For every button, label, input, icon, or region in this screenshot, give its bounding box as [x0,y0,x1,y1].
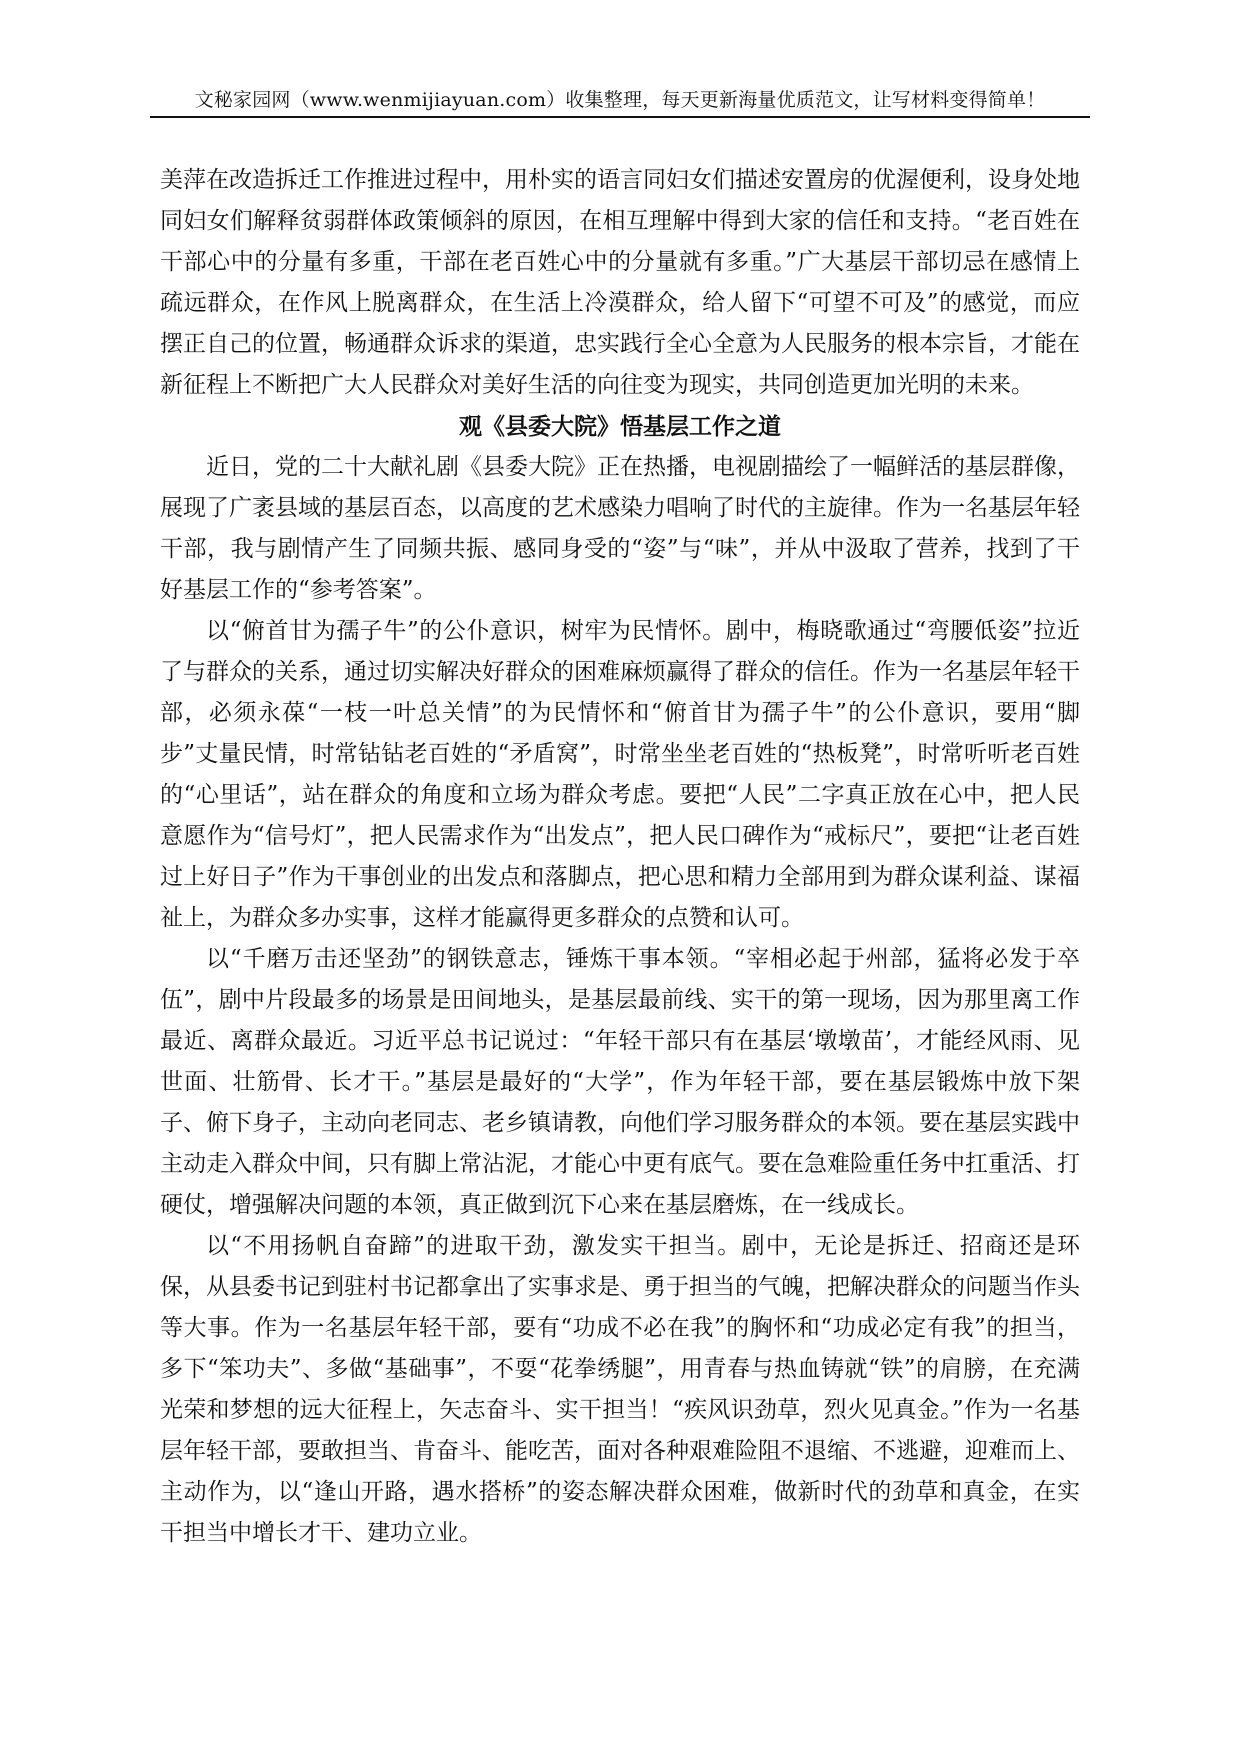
body-paragraph-1: 近日，党的二十大献礼剧《县委大院》正在热播，电视剧描绘了一幅鲜活的基层群像，展现了广袤县域的基层百态，以高度的艺术感染力唱响了时代的主旋律。作为一名基层年轻干部，我与剧情产生了同频共振、感同身受的“姿”与“味”，并从中汲取了营养，找到了干好基层工作的“参考答案”。 [160,454,1080,603]
body-paragraph-3: 以“千磨万击还坚劲”的钢铁意志，锤炼干事本领。“宰相必起于州部，猛将必发于卒伍”，剧中片段最多的场景是田间地头，是基层最前线、实干的第一现场，因为那里离工作最近、离群众最近。习近平总书记说过：“年轻干部只有在基层‘墩墩苗’，才能经风雨、见世面、壮筋骨、长才干。”基层是最好的“大学”，作为年轻干部，要在基层锻炼中放下架子、俯下身子，主动向老同志、老乡镇请教，向他们学习服务群众的本领。要在基层实践中主动走入群众中间，只有脚上常沾泥，才能心中更有底气。要在急难险重任务中扛重活、打硬仗，增强解决问题的本领，真正做到沉下心来在基层磨炼，在一线成长。 [160,946,1080,1218]
header-rule [150,116,1090,118]
page-header: 文秘家园网（www.wenmijiayuan.com）收集整理，每天更新海量优质范文，让写材料变得简单！ [194,89,1046,111]
body-paragraph-4: 以“不用扬帆自奋蹄”的进取干劲，激发实干担当。剧中，无论是拆迁、招商还是环保，从县委书记到驻村书记都拿出了实事求是、勇于担当的气魄，把解决群众的问题当作头等大事。作为一名基层年轻干部，要有“功成不必在我”的胸怀和“功成必定有我”的担当，多下“笨功夫”、多做“基础事”，不耍“花拳绣腿”，用青春与热血铸就“铁”的肩膀，在充满光荣和梦想的远大征程上，矢志奋斗、实干担当！“疾风识劲草，烈火见真金。”作为一名基层年轻干部，要敢担当、肯奋斗、能吃苦，面对各种艰难险阻不退缩、不逃避，迎难而上、主动作为，以“逢山开路，遇水搭桥”的姿态解决群众困难，做新时代的劲草和真金，在实干担当中增长才干、建功立业。 [160,1233,1080,1546]
section-heading: 观《县委大院》悟基层工作之道 [459,413,781,440]
document-body [160,160,1080,1554]
continued-paragraph: 美萍在改造拆迁工作推进过程中，用朴实的语言同妇女们描述安置房的优渥便利，设身处地同妇女们解释贫弱群体政策倾斜的原因，在相互理解中得到大家的信任和支持。“老百姓在干部心中的分量有多重，干部在老百姓心中的分量就有多重。”广大基层干部切忌在感情上疏远群众，在作风上脱离群众，在生活上冷漠群众，给人留下“可望不可及”的感觉，而应摆正自己的位置，畅通群众诉求的渠道，忠实践行全心全意为人民服务的根本宗旨，才能在新征程上不断把广大人民群众对美好生活的向往变为现实，共同创造更加光明的未来。 [160,167,1080,398]
body-paragraph-2: 以“俯首甘为孺子牛”的公仆意识，树牢为民情怀。剧中，梅晓歌通过“弯腰低姿”拉近了与群众的关系，通过切实解决好群众的困难麻烦赢得了群众的信任。作为一名基层年轻干部，必须永葆“一枝一叶总关情”的为民情怀和“俯首甘为孺子牛”的公仆意识，要用“脚步”丈量民情，时常钻钻老百姓的“矛盾窝”，时常坐坐老百姓的“热板凳”，时常听听老百姓的“心里话”，站在群众的角度和立场为群众考虑。要把“人民”二字真正放在心中，把人民意愿作为“信号灯”，把人民需求作为“出发点”，把人民口碑作为“戒标尺”，要把“让老百姓过上好日子”作为干事创业的出发点和落脚点，把心思和精力全部用到为群众谋利益、谋福祉上，为群众多办实事，这样才能赢得更多群众的点赞和认可。 [160,618,1080,931]
